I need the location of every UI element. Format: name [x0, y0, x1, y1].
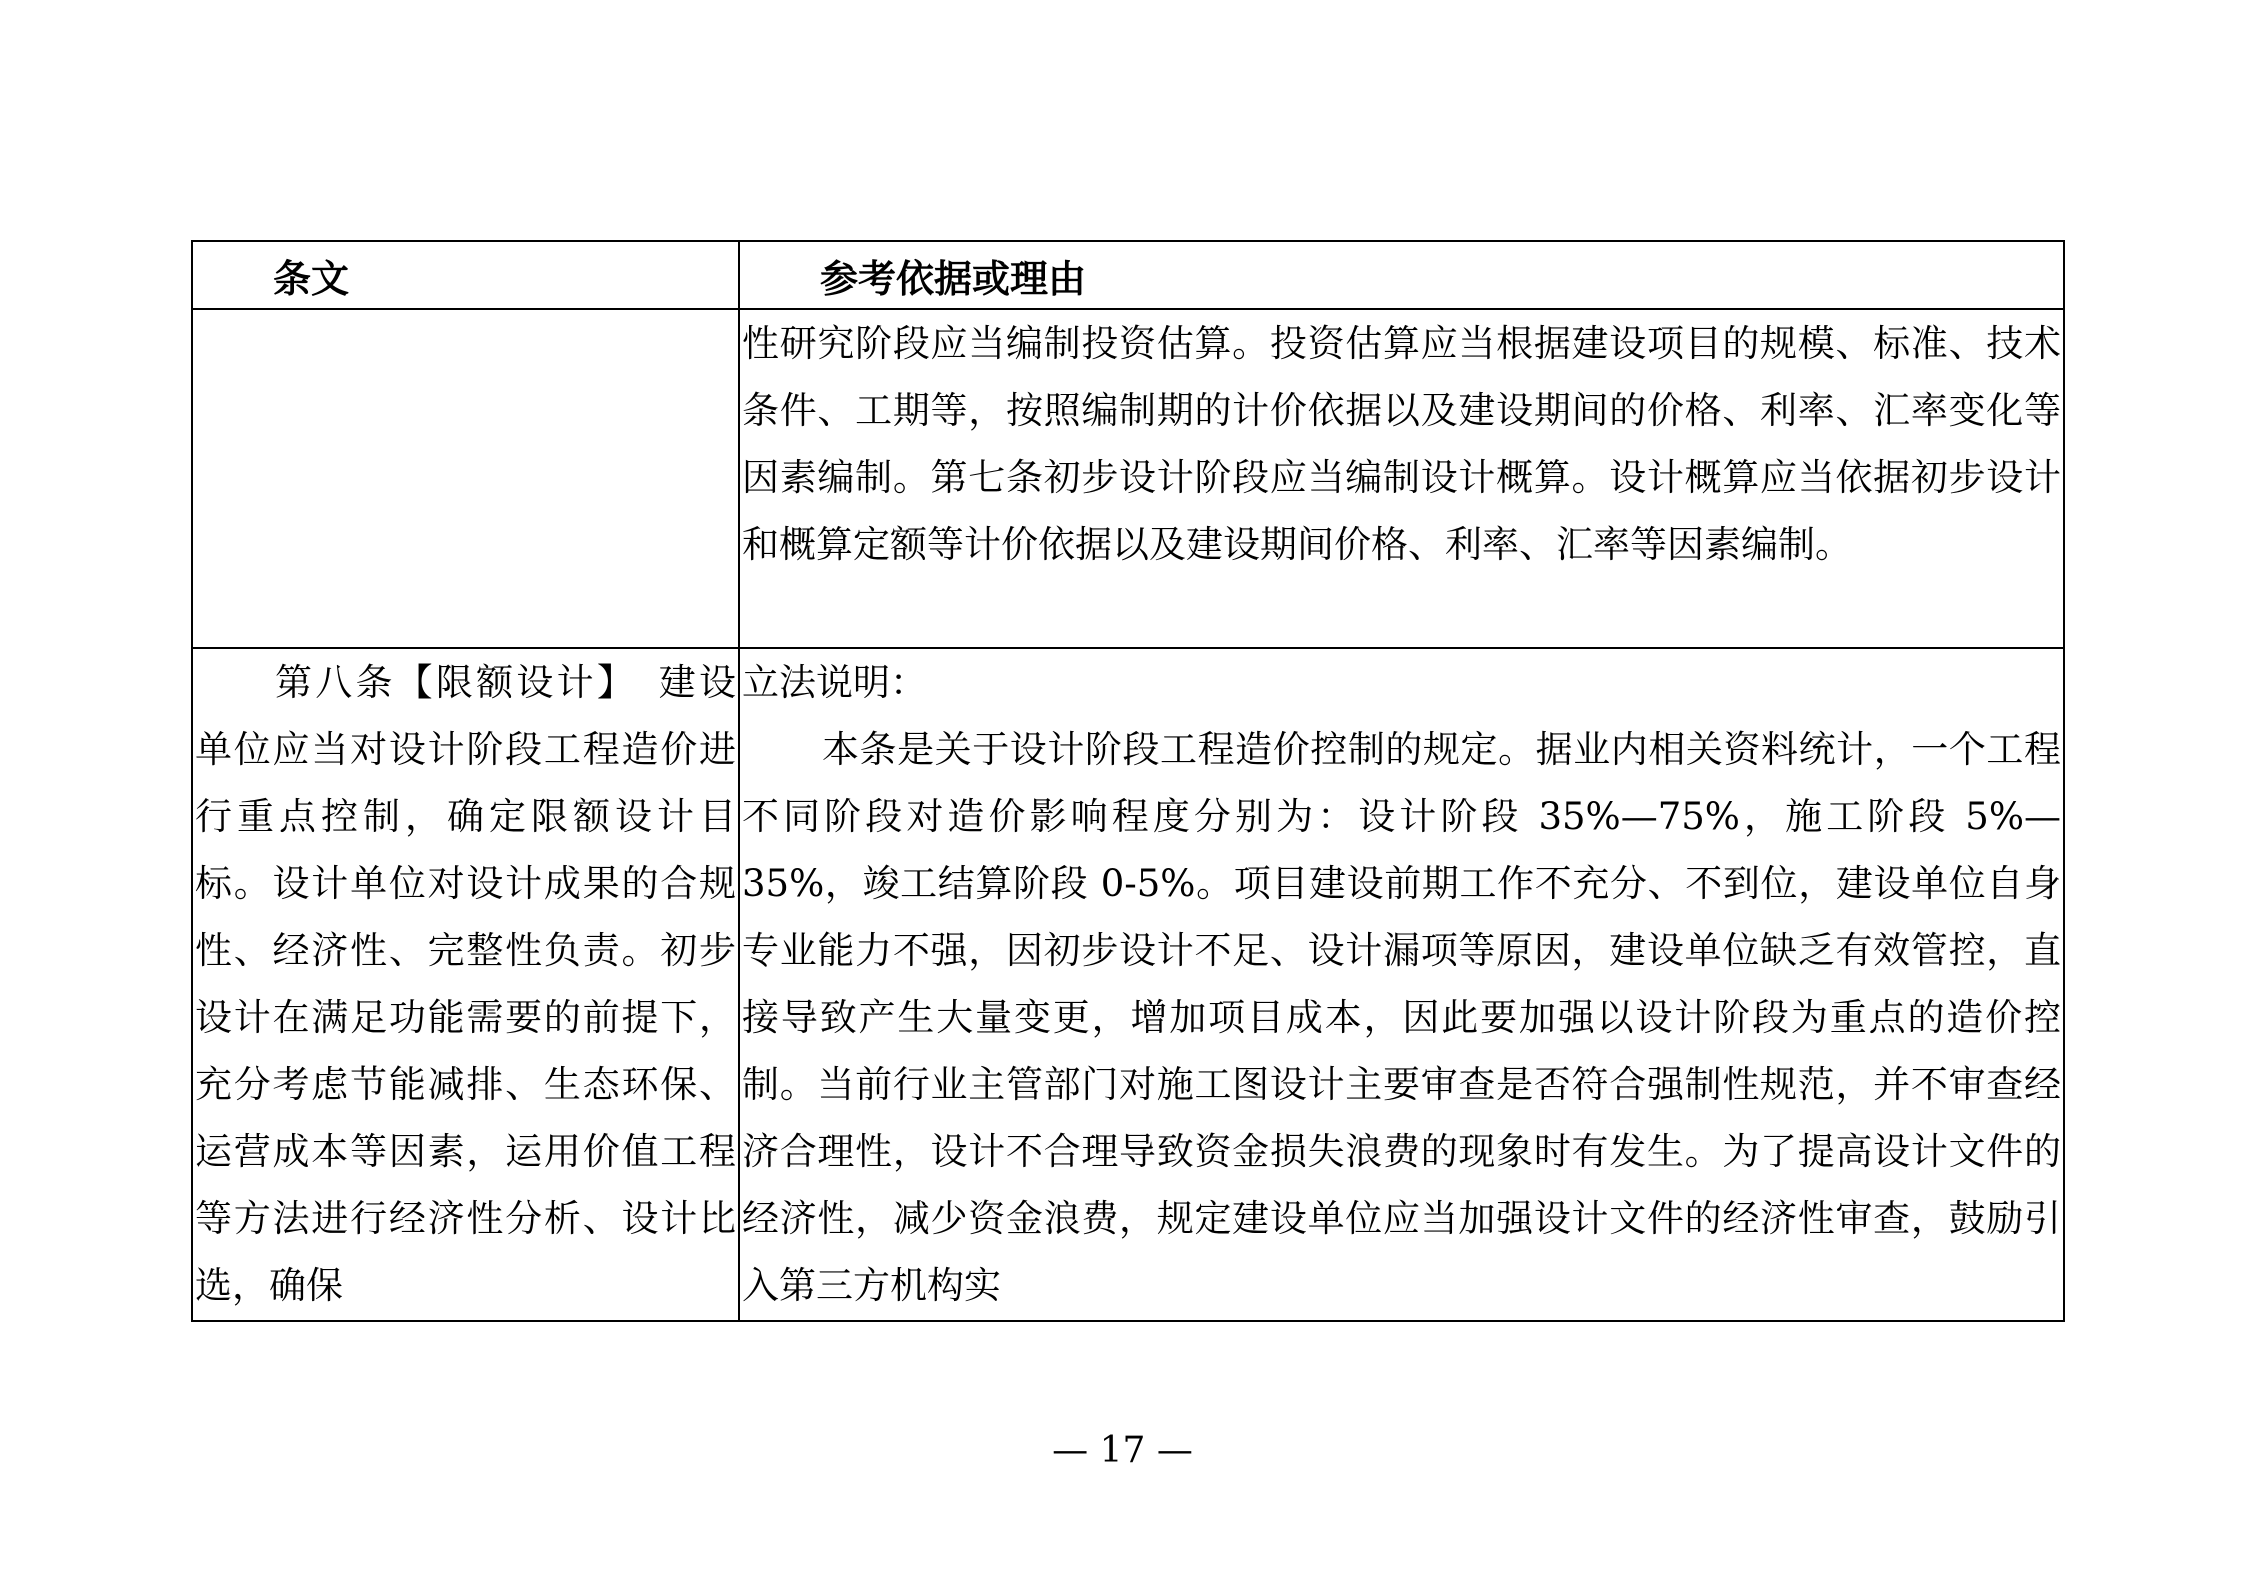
- basis-heading: 立法说明：: [742, 660, 927, 704]
- provision-table: [191, 240, 2065, 1322]
- table-row: [192, 309, 2064, 648]
- basis-text: 性研究阶段应当编制投资估算。投资估算应当根据建设项目的规模、标准、技术条件、工期等，按照编制期的计价依据以及建设期间的价格、利率、汇率变化等因素编制。第七条初步设计阶段应当编制设计概算。设计概算应当依据初步设计和概算定额等计价依据以及建设期间价格、利率、汇率等因素编制。: [742, 322, 2061, 567]
- page-number: — 17 —: [1052, 1430, 1193, 1471]
- provision-cell: [192, 309, 739, 648]
- table-header-row: [192, 241, 2064, 309]
- basis-text: 本条是关于设计阶段工程造价控制的规定。据业内相关资料统计，一个工程不同阶段对造价影响程度分别为：设计阶段 35%—75%，施工阶段 5%—35%，竣工结算阶段 0-5%。项目建设前期工作不充分、不到位，建设单位自身专业能力不强，因初步设计不足、设计漏项等原因，建设单位缺乏有效管控，直接导致产生大量变更，增加项目成本，因此要加强以设计阶段为重点的造价控制。当前行业主管部门对施工图设计主要审查是否符合强制性规范，并不审查经济合理性，设计不合理导致资金损失浪费的现象时有发生。为了提高设计文件的经济性，减少资金浪费，规定建设单位应当加强设计文件的经济性审查，鼓励引入第三方机构实: [742, 727, 2061, 1307]
- basis-cell: [739, 309, 2064, 648]
- basis-cell: [739, 648, 2064, 1321]
- header-provision: 条文: [192, 241, 739, 309]
- provision-cell: [192, 648, 739, 1321]
- header-basis: 参考依据或理由: [739, 241, 2064, 309]
- provision-text: 第八条【限额设计】 建设单位应当对设计阶段工程造价进行重点控制，确定限额设计目标。设计单位对设计成果的合规性、经济性、完整性负责。初步设计在满足功能需要的前提下，充分考虑节能减排、生态环保、运营成本等因素，运用价值工程等方法进行经济性分析、设计比选，确保: [195, 660, 736, 1307]
- table-row: [192, 648, 2064, 1321]
